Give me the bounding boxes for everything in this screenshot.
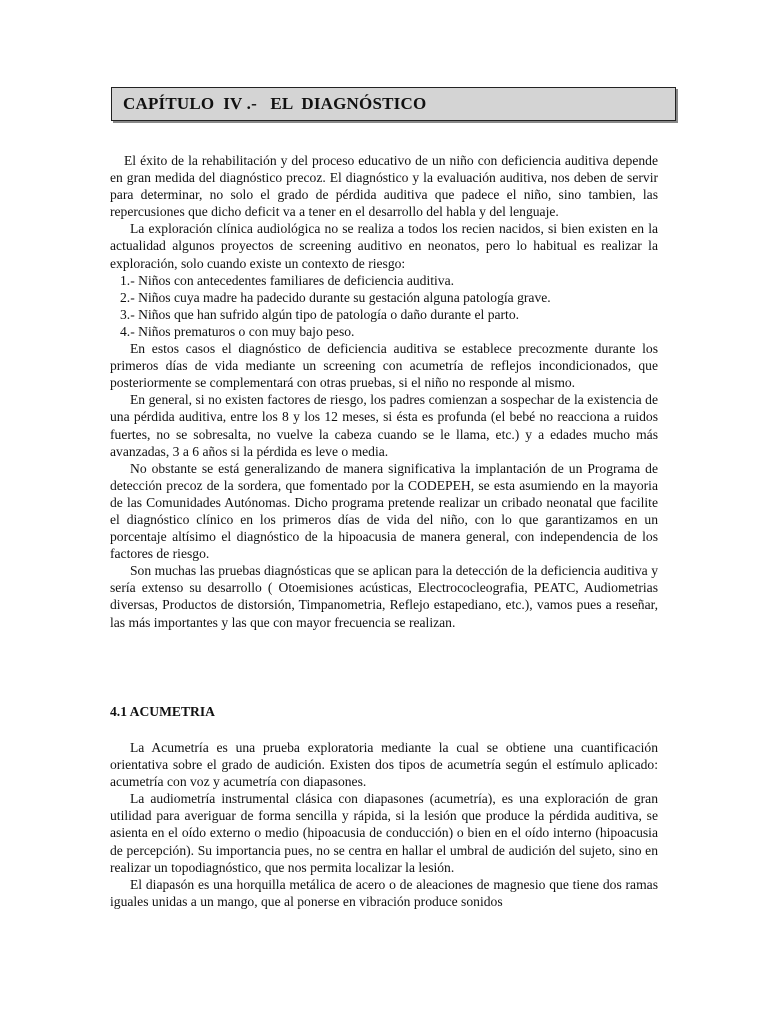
chapter-title-box bbox=[111, 87, 676, 121]
risk-item-2: 2.- Niños cuya madre ha padecido durante su gestación alguna patología grave. bbox=[120, 289, 551, 305]
acumetria-paragraph-2: La audiometría instrumental clásica con diapasones (acumetría), es una exploración de gran utilidad para averiguar de forma sencilla y rápida, si la lesión que produce la pérdida auditiva, se asienta en el oído externo o medio (hipoacusia de conducción) o bien en el oído interno (hipoacusia de percepción). Su importancia pues, no se centra en hallar el umbral de audición del sujeto, sino en realizar un topodiagnóstico, que nos permita localizar la lesión. bbox=[110, 791, 658, 875]
acumetria-section bbox=[110, 739, 658, 910]
acumetria-paragraph-3: El diapasón es una horquilla metálica de acero o de aleaciones de magnesio que tiene dos ramas iguales unidas a un mango, que al ponerse en vibración produce sonidos bbox=[110, 876, 658, 909]
intro-paragraph-5: No obstante se está generalizando de manera significativa la implantación de un Programa de detección precoz de la sordera, que fomentado por la CODEPEH, se esta asumiendo en la mayoria de las Comunidades Autónomas. Dicho programa pretende realizar un cribado neonatal que facilite el diagnóstico clínico en los primeros días de vida del niño, con lo que garantizamos en un porcentaje altísimo el diagnóstico de la hipoacusia de manera general, con independencia de los factores de riesgo. bbox=[110, 460, 658, 562]
intro-paragraph-4: En general, si no existen factores de riesgo, los padres comienzan a sospechar de la existencia de una pérdida auditiva, entre los 8 y los 12 meses, si ésta es profunda (el bebé no reacciona a ruidos fuertes, no se sobresalta, no vuelve la cabeza cuando se le llama, etc.) y a edades mucho más avanzadas, 3 a 6 años si la pérdida es leve o media. bbox=[110, 392, 658, 459]
section-heading: 4.1 ACUMETRIA bbox=[110, 704, 215, 719]
risk-item-4: 4.- Niños prematuros o con muy bajo peso. bbox=[120, 323, 355, 339]
intro-paragraph-6: Son muchas las pruebas diagnósticas que se aplican para la detección de la deficiencia auditiva y sería extenso su desarrollo ( Otoemisiones acústicas, Electrococleografia, PEATC, Audiometrias diversas, Productos de distorsión, Timpanometria, Reflejo estapediano, etc.), vamos pues a reseñar, las más importantes y las que con mayor frecuencia se realizan. bbox=[110, 563, 658, 630]
chapter-title: CAPÍTULO IV .- EL DIAGNÓSTICO bbox=[123, 94, 427, 113]
risk-item-1: 1.- Niños con antecedentes familiares de deficiencia auditiva. bbox=[120, 272, 455, 288]
intro-paragraph-1: El éxito de la rehabilitación y del proceso educativo de un niño con deficiencia auditiva depende en gran medida del diagnóstico precoz. El diagnóstico y la evaluación auditiva, nos deben de servir para determinar, no solo el grado de pérdida auditiva que padece el niño, sino tambien, las repercusiones que dicho deficit va a tener en el desarrollo del habla y del lenguaje. bbox=[110, 153, 658, 220]
acumetria-paragraph-1: La Acumetría es una prueba exploratoria mediante la cual se obtiene una cuantificación orientativa sobre el grado de audición. Existen dos tipos de acumetría según el estímulo aplicado: acumetría con voz y acumetría con diapasones. bbox=[110, 740, 658, 790]
intro-paragraph-3: En estos casos el diagnóstico de deficiencia auditiva se establece precozmente durante los primeros días de vida mediante un screening con acumetría de reflejos incondicionados, que posteriormente se complementará con otras pruebas, si el niño no responde al mismo. bbox=[110, 341, 658, 391]
risk-item-3: 3.- Niños que han sufrido algún tipo de patología o daño durante el parto. bbox=[120, 306, 520, 322]
intro-paragraph-2: La exploración clínica audiológica no se realiza a todos los recien nacidos, si bien existen en la actualidad algunos proyectos de screening auditivo en neonatos, pero lo habitual es realizar la exploración, solo cuando existe un contexto de riesgo: bbox=[110, 221, 658, 271]
intro-section bbox=[110, 152, 658, 631]
